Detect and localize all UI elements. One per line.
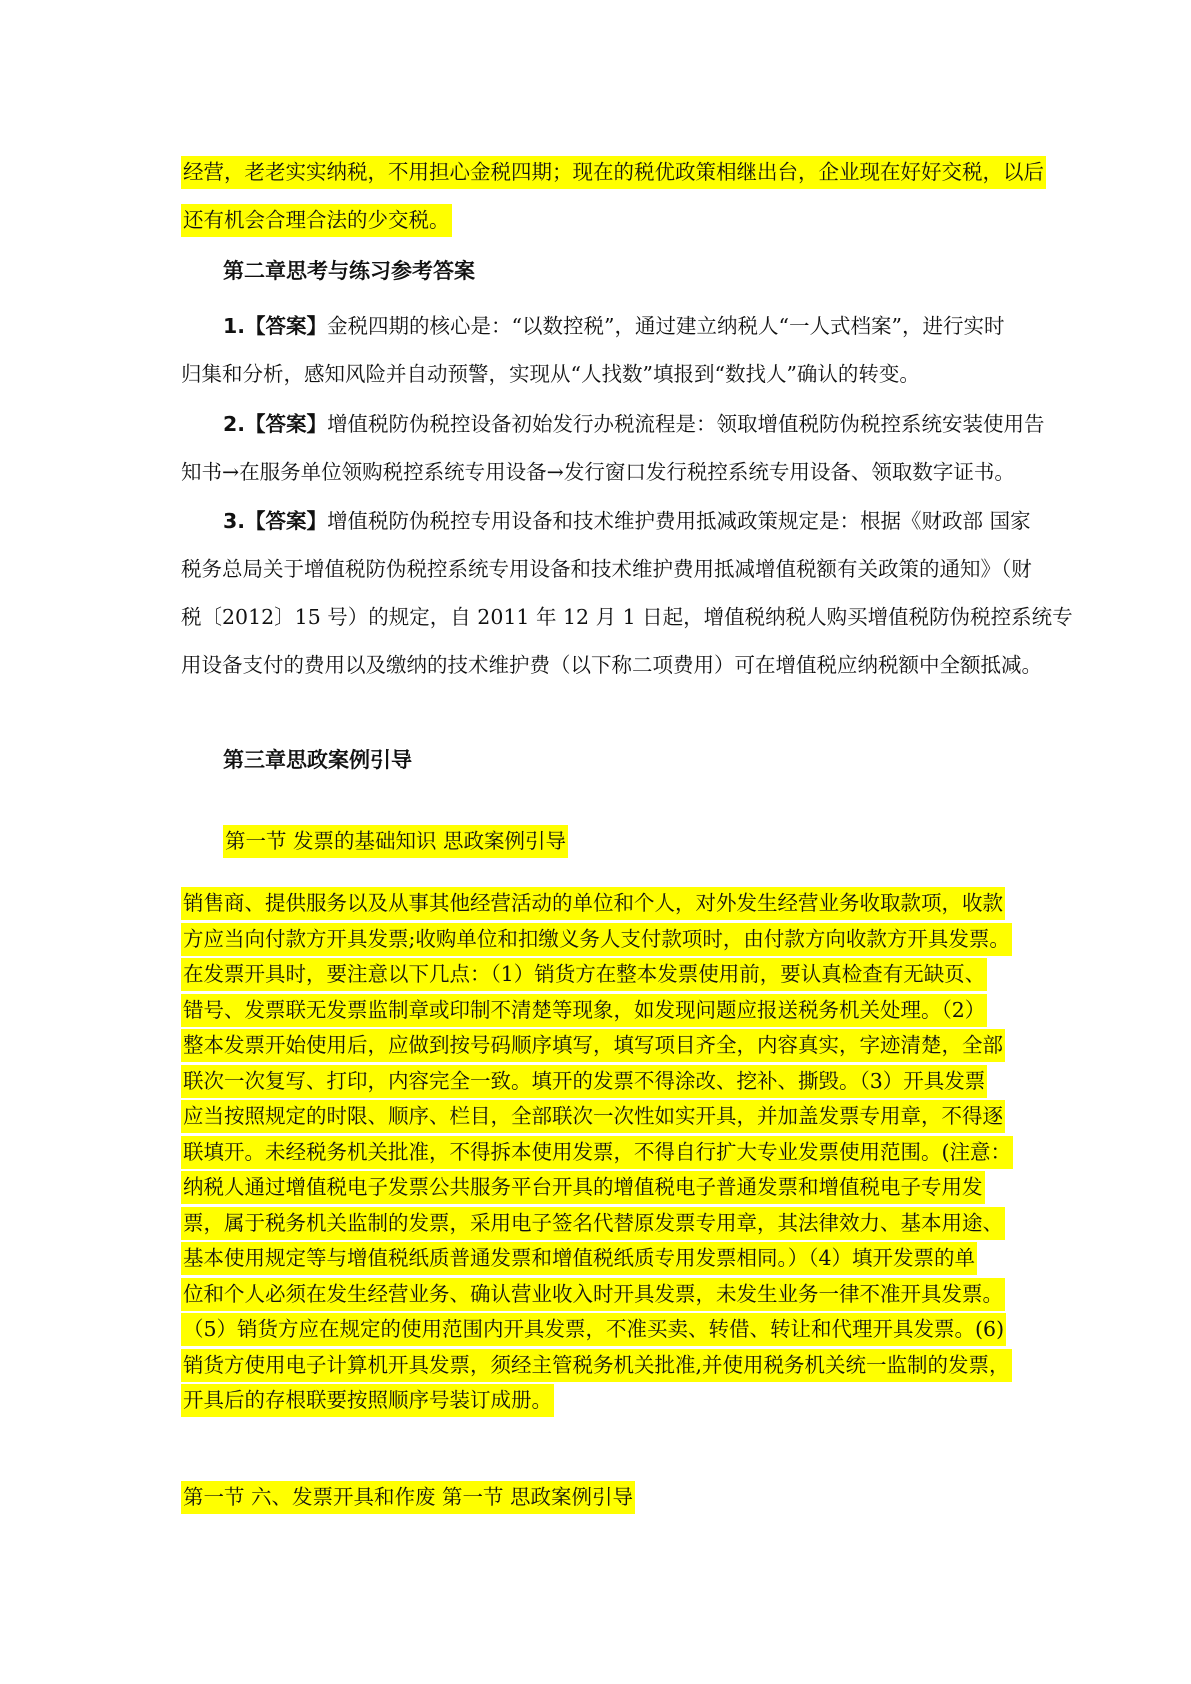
answer-text: 归集和分析，感知风险并自动预警，实现从“人找数”填报到“数找人”确认的转变。 xyxy=(181,362,920,386)
answer-text: 增值税防伪税控专用设备和技术维护费用抵减政策规定是：根据《财政部 国家 xyxy=(327,509,1031,533)
body-line: 销售商、提供服务以及从事其他经营活动的单位和个人，对外发生经营业务收取款项，收款 xyxy=(181,887,1005,920)
answer-text: 增值税防伪税控设备初始发行办税流程是：领取增值税防伪税控系统安装使用告 xyxy=(327,412,1045,436)
section-title: 第一节 发票的基础知识 思政案例引导 xyxy=(223,826,568,856)
body-line: 纳税人通过增值税电子发票公共服务平台开具的增值税电子普通发票和增值税电子专用发 xyxy=(181,1171,985,1204)
body-line: 联填开。未经税务机关批准，不得拆本使用发票，不得自行扩大专业发票使用范围。(注意： xyxy=(181,1136,1013,1169)
chapter3-heading: 第三章思政案例引导 xyxy=(223,748,412,772)
body-line: 联次一次复写、打印，内容完全一致。填开的发票不得涂改、挖补、撕毁。（3）开具发票 xyxy=(181,1065,987,1098)
intro-line: 还有机会合理合法的少交税。 xyxy=(181,204,452,237)
chapter2-heading: 第二章思考与练习参考答案 xyxy=(223,259,475,283)
intro-paragraph xyxy=(181,148,1044,244)
answer-text: 用设备支付的费用以及缴纳的技术维护费（以下称二项费用）可在增值税应纳税额中全额抵减。 xyxy=(181,653,1042,677)
body-line: 开具后的存根联要按照顺序号装订成册。 xyxy=(181,1384,554,1417)
answer-text: 金税四期的核心是：“以数控税”，通过建立纳税人“一人式档案”，进行实时 xyxy=(327,314,1005,338)
answer-number: 1.【答案】 xyxy=(223,314,328,338)
body-line: 销货方使用电子计算机开具发票，须经主管税务机关批准,并使用税务机关统一监制的发票， xyxy=(181,1349,1012,1382)
footer-section-title: 第一节 六、发票开具和作废 第一节 思政案例引导 xyxy=(181,1473,1021,1521)
answer-3 xyxy=(181,497,1073,689)
body-line: 在发票开具时，要注意以下几点：（1）销货方在整本发票使用前，要认真检查有无缺页、 xyxy=(181,958,987,991)
answer-2 xyxy=(181,400,1045,496)
body-line: 应当按照规定的时限、顺序、栏目，全部联次一次性如实开具，并加盖发票专用章，不得逐 xyxy=(181,1100,1005,1133)
body-line: 位和个人必须在发生经营业务、确认营业收入时开具发票，未发生业务一律不准开具发票。 xyxy=(181,1278,1005,1311)
body-line: 基本使用规定等与增值税纸质普通发票和增值税纸质专用发票相同。）（4）填开发票的单 xyxy=(181,1242,977,1275)
body-line: 方应当向付款方开具发票;收购单位和扣缴义务人支付款项时，由付款方向收款方开具发票。 xyxy=(181,923,1012,956)
answer-text: 税务总局关于增值税防伪税控系统专用设备和技术维护费用抵减增值税额有关政策的通知》（财 xyxy=(181,557,1032,581)
answer-1 xyxy=(181,302,1021,398)
answer-text: 税〔2012〕15 号）的规定，自 2011 年 12 月 1 日起，增值税纳税人购买增值税防伪税控系统专 xyxy=(181,605,1073,629)
body-line: 票，属于税务机关监制的发票，采用电子签名代替原发票专用章，其法律效力、基本用途、 xyxy=(181,1207,1005,1240)
intro-line: 经营，老老实实纳税，不用担心金税四期；现在的税优政策相继出台，企业现在好好交税，以后 xyxy=(181,156,1046,189)
body-line: （5）销货方应在规定的使用范围内开具发票，不准买卖、转借、转让和代理开具发票。(6) xyxy=(181,1313,1006,1346)
body-line: 整本发票开始使用后，应做到按号码顺序填写，填写项目齐全，内容真实，字迹清楚，全部 xyxy=(181,1029,1005,1062)
answer-number: 3.【答案】 xyxy=(223,509,328,533)
answer-text: 知书→在服务单位领购税控系统专用设备→发行窗口发行税控系统专用设备、领取数字证书。 xyxy=(181,460,1015,484)
chapter3-body xyxy=(181,886,1021,1419)
body-line: 错号、发票联无发票监制章或印制不清楚等现象，如发现问题应报送税务机关处理。（2） xyxy=(181,994,987,1027)
answer-number: 2.【答案】 xyxy=(223,412,328,436)
